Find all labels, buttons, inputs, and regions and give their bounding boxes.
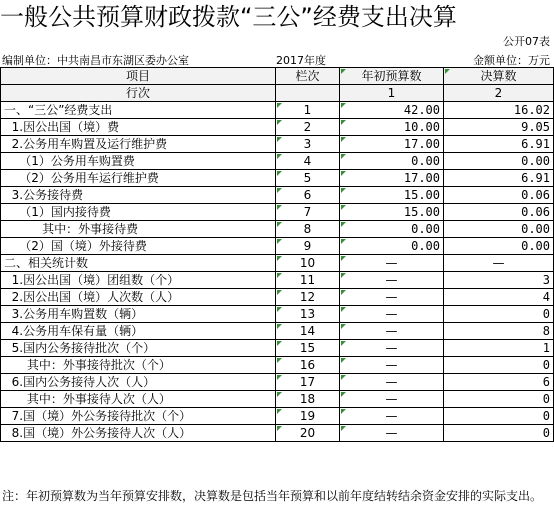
table-row (1, 408, 554, 425)
row-actual: 6.91 (444, 136, 554, 153)
row-actual: 3 (444, 272, 554, 289)
header-row-label: 行次 (1, 85, 276, 102)
row-budget: 17.00 (340, 170, 444, 187)
row-item: 其中：外事接待批次（个） (1, 357, 276, 374)
table-row (1, 340, 554, 357)
header-col2: 2 (444, 85, 554, 102)
header-item: 项目 (1, 68, 276, 85)
row-budget: 15.00 (340, 204, 444, 221)
row-budget: — (340, 374, 444, 391)
row-item: 7.国（境）外公务接待批次（个） (1, 408, 276, 425)
row-actual: 0.00 (444, 238, 554, 255)
row-item: 3.公务用车购置数（辆） (1, 306, 276, 323)
row-item: （2）公务用车运行维护费 (1, 170, 276, 187)
row-item: （1）国内接待费 (1, 204, 276, 221)
row-actual: 0.06 (444, 187, 554, 204)
row-actual: 4 (444, 289, 554, 306)
table-row (1, 102, 554, 119)
table-row (1, 374, 554, 391)
row-budget: 0.00 (340, 153, 444, 170)
table-row (1, 238, 554, 255)
header-row (1, 68, 554, 85)
table-row (1, 221, 554, 238)
table-row (1, 425, 554, 442)
row-item: 其中：外事接待费 (1, 221, 276, 238)
row-actual: 6 (444, 374, 554, 391)
unit-row (0, 51, 554, 67)
row-item: （2）国（境）外接待费 (1, 238, 276, 255)
row-item: 5.国内公务接待批次（个） (1, 340, 276, 357)
table-row (1, 204, 554, 221)
row-budget: — (340, 391, 444, 408)
row-number: 11 (276, 272, 340, 289)
row-actual: 8 (444, 323, 554, 340)
row-number: 3 (276, 136, 340, 153)
row-actual: 0 (444, 425, 554, 442)
row-number: 2 (276, 119, 340, 136)
row-actual: 0.00 (444, 153, 554, 170)
row-actual: 0.06 (444, 204, 554, 221)
table-row (1, 153, 554, 170)
row-number: 10 (276, 255, 340, 272)
row-number: 8 (276, 221, 340, 238)
header-actual: 决算数 (444, 68, 554, 85)
row-item: 2.因公出国（境）人次数（人） (1, 289, 276, 306)
row-budget: — (340, 306, 444, 323)
row-item: 8.国（境）外公务接待人次（人） (1, 425, 276, 442)
row-item: 一、“三公”经费支出 (1, 102, 276, 119)
amount-unit-label: 金额单位：万元 (473, 54, 550, 67)
header-blank (276, 85, 340, 102)
row-actual: 1 (444, 340, 554, 357)
table-code: 公开07表 (503, 35, 550, 48)
row-actual: 16.02 (444, 102, 554, 119)
row-actual: 9.05 (444, 119, 554, 136)
table-row (1, 136, 554, 153)
table-row (1, 170, 554, 187)
row-budget: 15.00 (340, 187, 444, 204)
row-budget: 0.00 (340, 221, 444, 238)
row-actual: 0.00 (444, 221, 554, 238)
row-number: 20 (276, 425, 340, 442)
table-row (1, 119, 554, 136)
row-number: 7 (276, 204, 340, 221)
row-item: 2.公务用车购置及运行维护费 (1, 136, 276, 153)
table-row (1, 323, 554, 340)
header-col1: 1 (340, 85, 444, 102)
row-actual: 0 (444, 408, 554, 425)
row-number: 4 (276, 153, 340, 170)
row-budget: — (340, 357, 444, 374)
row-item: 1.因公出国（境）费 (1, 119, 276, 136)
row-item: 其中：外事接待人次（人） (1, 391, 276, 408)
header-lanci: 栏次 (276, 68, 340, 85)
row-number: 18 (276, 391, 340, 408)
row-number: 12 (276, 289, 340, 306)
row-number: 1 (276, 102, 340, 119)
row-number: 15 (276, 340, 340, 357)
row-item: 1.因公出国（境）团组数（个） (1, 272, 276, 289)
row-item: （1）公务用车购置费 (1, 153, 276, 170)
table-row (1, 255, 554, 272)
row-number: 5 (276, 170, 340, 187)
row-budget: — (340, 289, 444, 306)
row-number: 19 (276, 408, 340, 425)
report-title: 一般公共预算财政拨款“三公”经费支出决算 (0, 3, 457, 31)
table-row (1, 391, 554, 408)
expenditure-table (0, 67, 554, 442)
row-item: 4.公务用车保有量（辆） (1, 323, 276, 340)
row-number: 6 (276, 187, 340, 204)
table-row (1, 306, 554, 323)
row-budget: 10.00 (340, 119, 444, 136)
row-actual: 0 (444, 306, 554, 323)
row-number: 14 (276, 323, 340, 340)
row-budget: — (340, 255, 444, 272)
table-row (1, 357, 554, 374)
org-label: 编制单位：中共南昌市东湖区委办公室 (2, 54, 189, 67)
row-item: 二、相关统计数 (1, 255, 276, 272)
table-row (1, 272, 554, 289)
row-budget: — (340, 425, 444, 442)
row-actual: 6.91 (444, 170, 554, 187)
row-number: 17 (276, 374, 340, 391)
row-budget: — (340, 323, 444, 340)
header-row-index (1, 85, 554, 102)
row-actual: 0 (444, 391, 554, 408)
year-label: 2017年度 (276, 54, 326, 67)
row-item: 3.公务接待费 (1, 187, 276, 204)
row-number: 13 (276, 306, 340, 323)
header-budget: 年初预算数 (340, 68, 444, 85)
row-number: 16 (276, 357, 340, 374)
table-row (1, 187, 554, 204)
row-budget: 17.00 (340, 136, 444, 153)
row-budget: — (340, 272, 444, 289)
row-item: 6.国内公务接待人次（人） (1, 374, 276, 391)
row-budget: 0.00 (340, 238, 444, 255)
row-actual: — (444, 255, 554, 272)
row-budget: — (340, 340, 444, 357)
footnote: 注：年初预算数为当年预算安排数，决算数是包括当年预算和以前年度结转结余资金安排的实际支出。 (2, 489, 543, 503)
row-budget: 42.00 (340, 102, 444, 119)
row-actual: 0 (444, 357, 554, 374)
row-number: 9 (276, 238, 340, 255)
row-budget: — (340, 408, 444, 425)
table-row (1, 289, 554, 306)
